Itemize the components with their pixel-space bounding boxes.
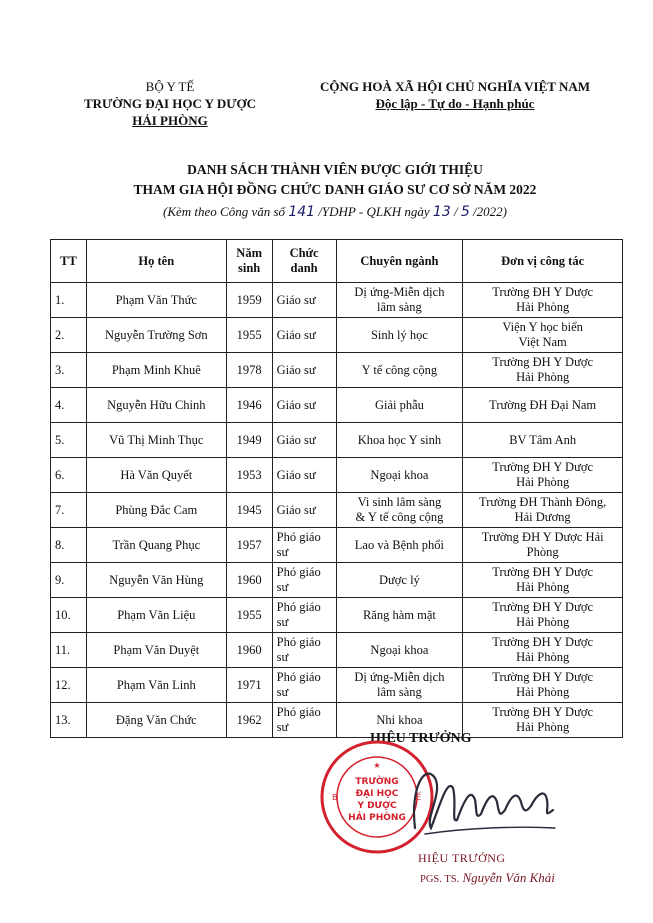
workplace-line1: Trường ĐH Y Dược	[492, 355, 594, 369]
national-motto: Độc lập - Tự do - Hạnh phúc	[375, 96, 535, 111]
birth-year-line1: 1957	[236, 537, 262, 552]
specialty-line2: lâm sàng	[377, 300, 422, 314]
member-name-line1: Đặng Văn Chức	[115, 712, 197, 727]
handwritten-signature	[395, 748, 575, 848]
workplace	[463, 353, 623, 388]
birth-year-line1: 1962	[236, 712, 262, 727]
workplace	[463, 668, 623, 703]
birth-year-line1: 1960	[236, 642, 262, 657]
reference-month: 5	[460, 204, 470, 220]
specialty-line1: Dị ứng-Miễn dịch	[354, 670, 445, 684]
svg-text:ĐẠI HỌC: ĐẠI HỌC	[355, 789, 399, 799]
member-name	[86, 423, 226, 458]
row-number-line1: 10.	[55, 607, 71, 622]
member-name	[86, 703, 226, 738]
reference-number: 141	[288, 204, 316, 220]
workplace-line2: Hải Phòng	[516, 475, 570, 489]
row-number-line1: 1.	[55, 292, 65, 307]
row-number	[51, 528, 87, 563]
academic-title	[272, 353, 336, 388]
workplace	[463, 703, 623, 738]
row-number-line1: 4.	[55, 397, 65, 412]
workplace-line2: Hải Phòng	[516, 300, 570, 314]
specialty	[336, 633, 463, 668]
member-name	[86, 458, 226, 493]
specialty-line2: lâm sàng	[377, 685, 422, 699]
birth-year-line1: 1946	[236, 397, 262, 412]
academic-title	[272, 528, 336, 563]
header-unit: Đơn vị công tác	[463, 240, 623, 283]
table-row	[51, 563, 623, 598]
workplace-line2: Hải Dương	[514, 510, 571, 524]
row-number-line1: 13.	[55, 712, 71, 727]
academic-title	[272, 283, 336, 318]
workplace-line2: Phòng	[526, 545, 559, 559]
table-row	[51, 703, 623, 738]
academic-title	[272, 703, 336, 738]
signer-name: Nguyễn Văn Khải	[462, 870, 555, 885]
university-city: HẢI PHÒNG	[132, 113, 208, 128]
birth-year-line1: 1960	[236, 572, 262, 587]
academic-title	[272, 563, 336, 598]
workplace-line2: Hải Phòng	[516, 685, 570, 699]
workplace-line1: Trường ĐH Đại Nam	[489, 397, 597, 412]
row-number	[51, 598, 87, 633]
member-name	[86, 633, 226, 668]
row-number	[51, 458, 87, 493]
workplace-line2: Hải Phòng	[516, 720, 570, 734]
workplace-line2: Việt Nam	[518, 335, 567, 349]
specialty	[336, 668, 463, 703]
member-name	[86, 563, 226, 598]
specialty-line1: Dược lý	[379, 572, 420, 587]
national-header	[300, 78, 610, 112]
reference-suffix: /2022)	[469, 204, 507, 219]
reference-day: 13	[432, 204, 451, 220]
workplace	[463, 458, 623, 493]
reference-separator: /	[450, 204, 461, 219]
workplace-line1: Trường ĐH Y Dược Hải	[481, 530, 604, 544]
table-row	[51, 458, 623, 493]
academic-title	[272, 493, 336, 528]
svg-text:★: ★	[373, 761, 381, 770]
header-title	[272, 240, 336, 283]
table-row	[51, 598, 623, 633]
ministry-name: BỘ Y TẾ	[145, 79, 195, 94]
academic-title-line1: Phó giáo sư	[276, 670, 321, 699]
svg-text:HẢI PHÒNG: HẢI PHÒNG	[348, 813, 406, 823]
header-title-line1: Chức	[289, 246, 319, 260]
member-name-line1: Phạm Văn Liệu	[117, 607, 196, 622]
svg-text:Y DƯỢC: Y DƯỢC	[357, 801, 397, 811]
svg-text:B: B	[332, 793, 338, 802]
academic-title-line1: Phó giáo sư	[276, 635, 321, 664]
specialty-line1: Răng hàm mặt	[362, 607, 436, 622]
row-number	[51, 283, 87, 318]
table-row	[51, 633, 623, 668]
birth-year	[226, 283, 272, 318]
specialty	[336, 388, 463, 423]
reference-middle: /YDHP - QLKH ngày	[315, 204, 433, 219]
birth-year	[226, 598, 272, 633]
table-row	[51, 493, 623, 528]
svg-text:TRƯỜNG: TRƯỜNG	[355, 777, 399, 787]
workplace	[463, 423, 623, 458]
birth-year	[226, 423, 272, 458]
member-name-line1: Phạm Văn Duyệt	[113, 642, 200, 657]
title-line-1: DANH SÁCH THÀNH VIÊN ĐƯỢC GIỚI THIỆU	[187, 162, 483, 177]
header-major: Chuyên ngành	[336, 240, 463, 283]
workplace-line1: Trường ĐH Y Dược	[492, 600, 594, 614]
academic-title	[272, 318, 336, 353]
row-number-line1: 9.	[55, 572, 65, 587]
header-title-line2: danh	[290, 261, 318, 275]
workplace-line1: BV Tâm Anh	[509, 432, 577, 447]
workplace-line1: Trường ĐH Thành Đông,	[479, 495, 607, 509]
row-number-line1: 3.	[55, 362, 65, 377]
row-number-line1: 2.	[55, 327, 65, 342]
birth-year	[226, 318, 272, 353]
member-name	[86, 493, 226, 528]
workplace	[463, 528, 623, 563]
academic-title-line1: Giáo sư	[276, 502, 316, 517]
academic-title-line1: Phó giáo sư	[276, 565, 321, 594]
signer-title: HIỆU TRƯỞNG	[418, 851, 506, 865]
birth-year	[226, 563, 272, 598]
academic-title-line1: Giáo sư	[276, 467, 316, 482]
header-birth-year-line2: sinh	[238, 261, 261, 275]
member-name	[86, 388, 226, 423]
birth-year-line1: 1955	[236, 327, 262, 342]
academic-title-line1: Giáo sư	[276, 362, 316, 377]
title-line-2: THAM GIA HỘI ĐỒNG CHỨC DANH GIÁO SƯ CƠ SỞ NĂM 2022	[133, 182, 537, 197]
academic-title	[272, 598, 336, 633]
workplace-line2: Hải Phòng	[516, 650, 570, 664]
row-number-line1: 11.	[55, 642, 71, 657]
member-name-line1: Phạm Văn Thức	[115, 292, 197, 307]
specialty	[336, 318, 463, 353]
row-number	[51, 353, 87, 388]
row-number-line1: 6.	[55, 467, 65, 482]
birth-year-line1: 1953	[236, 467, 262, 482]
workplace	[463, 493, 623, 528]
specialty-line1: Y tế công cộng	[361, 362, 438, 377]
member-name-line1: Trần Quang Phục	[112, 537, 201, 552]
birth-year	[226, 493, 272, 528]
workplace-line1: Trường ĐH Y Dược	[492, 460, 594, 474]
row-number	[51, 668, 87, 703]
birth-year-line1: 1978	[236, 362, 262, 377]
document-reference	[40, 204, 630, 220]
member-name-line1: Phạm Minh Khuê	[111, 362, 201, 377]
member-name	[86, 598, 226, 633]
header-birth-year-line1: Năm	[236, 246, 262, 260]
academic-title-line1: Giáo sư	[276, 397, 316, 412]
specialty-line1: Ngoại khoa	[370, 467, 429, 482]
workplace-line1: Trường ĐH Y Dược	[492, 285, 594, 299]
birth-year	[226, 703, 272, 738]
specialty-line2: & Y tế công cộng	[355, 510, 444, 524]
birth-year-line1: 1959	[236, 292, 262, 307]
academic-title	[272, 668, 336, 703]
birth-year	[226, 388, 272, 423]
university-name: TRƯỜNG ĐẠI HỌC Y DƯỢC	[83, 96, 257, 111]
signer-name-line	[420, 870, 555, 886]
academic-title-line1: Phó giáo sư	[276, 705, 321, 734]
signer-degree: PGS. TS.	[420, 874, 460, 885]
specialty-line1: Lao và Bệnh phổi	[354, 537, 445, 552]
specialty	[336, 458, 463, 493]
specialty-line1: Nhi khoa	[376, 712, 423, 727]
member-name-line1: Phùng Đắc Cam	[115, 502, 198, 517]
document-title	[40, 160, 630, 200]
signer-heading: HIỆU TRƯỞNG	[370, 731, 472, 746]
reference-prefix: (Kèm theo Công văn số	[163, 204, 289, 219]
svg-text:Ế: Ế	[416, 793, 422, 802]
header-name: Họ tên	[86, 240, 226, 283]
table-row	[51, 528, 623, 563]
row-number	[51, 388, 87, 423]
birth-year-line1: 1971	[236, 677, 262, 692]
workplace-line2: Hải Phòng	[516, 370, 570, 384]
academic-title-line1: Phó giáo sư	[276, 600, 321, 629]
row-number-line1: 12.	[55, 677, 71, 692]
member-table	[50, 239, 623, 738]
academic-title-line1: Giáo sư	[276, 327, 316, 342]
workplace-line1: Trường ĐH Y Dược	[492, 670, 594, 684]
workplace-line1: Trường ĐH Y Dược	[492, 565, 594, 579]
row-number	[51, 493, 87, 528]
specialty-line1: Khoa học Y sinh	[357, 432, 442, 447]
member-name-line1: Nguyễn Văn Hùng	[109, 572, 204, 587]
table-header-row	[51, 240, 623, 283]
specialty	[336, 598, 463, 633]
academic-title	[272, 388, 336, 423]
specialty	[336, 423, 463, 458]
specialty	[336, 283, 463, 318]
row-number-line1: 8.	[55, 537, 65, 552]
row-number	[51, 423, 87, 458]
row-number	[51, 318, 87, 353]
specialty	[336, 493, 463, 528]
birth-year	[226, 633, 272, 668]
birth-year	[226, 668, 272, 703]
birth-year	[226, 458, 272, 493]
specialty	[336, 563, 463, 598]
member-name	[86, 283, 226, 318]
table-row	[51, 283, 623, 318]
workplace	[463, 283, 623, 318]
member-name-line1: Vũ Thị Minh Thục	[109, 432, 204, 447]
birth-year-line1: 1945	[236, 502, 262, 517]
birth-year	[226, 528, 272, 563]
workplace	[463, 318, 623, 353]
member-name	[86, 318, 226, 353]
specialty-line1: Dị ứng-Miễn dịch	[354, 285, 445, 299]
specialty-line1: Ngoại khoa	[370, 642, 429, 657]
specialty-line1: Vi sinh lâm sàng	[357, 495, 442, 509]
member-name	[86, 668, 226, 703]
workplace-line1: Trường ĐH Y Dược	[492, 705, 594, 719]
member-name-line1: Phạm Văn Linh	[116, 677, 196, 692]
workplace-line1: Viện Y học biển	[502, 320, 583, 334]
academic-title-line1: Giáo sư	[276, 292, 316, 307]
workplace	[463, 633, 623, 668]
workplace-line1: Trường ĐH Y Dược	[492, 635, 594, 649]
workplace	[463, 388, 623, 423]
header-tt: TT	[51, 240, 87, 283]
country-name: CỘNG HOÀ XÃ HỘI CHỦ NGHĨA VIỆT NAM	[319, 79, 591, 94]
row-number-line1: 5.	[55, 432, 65, 447]
birth-year	[226, 353, 272, 388]
table-row	[51, 668, 623, 703]
birth-year-line1: 1955	[236, 607, 262, 622]
row-number	[51, 563, 87, 598]
workplace-line2: Hải Phòng	[516, 580, 570, 594]
row-number	[51, 703, 87, 738]
table-row	[51, 388, 623, 423]
table-row	[51, 423, 623, 458]
academic-title	[272, 458, 336, 493]
academic-title	[272, 423, 336, 458]
birth-year-line1: 1949	[236, 432, 262, 447]
row-number	[51, 633, 87, 668]
academic-title	[272, 633, 336, 668]
member-name-line1: Nguyễn Hữu Chỉnh	[107, 397, 206, 412]
table-row	[51, 318, 623, 353]
workplace	[463, 598, 623, 633]
workplace	[463, 563, 623, 598]
specialty-line1: Sinh lý học	[370, 327, 428, 342]
member-name	[86, 353, 226, 388]
issuer-block	[70, 78, 270, 129]
row-number-line1: 7.	[55, 502, 65, 517]
member-name	[86, 528, 226, 563]
academic-title-line1: Giáo sư	[276, 432, 316, 447]
specialty	[336, 353, 463, 388]
member-name-line1: Hà Văn Quyết	[120, 467, 193, 482]
table-row	[51, 353, 623, 388]
specialty	[336, 528, 463, 563]
header-birth-year	[226, 240, 272, 283]
workplace-line2: Hải Phòng	[516, 615, 570, 629]
specialty-line1: Giải phẫu	[374, 397, 424, 412]
academic-title-line1: Phó giáo sư	[276, 530, 321, 559]
member-name-line1: Nguyễn Trường Sơn	[104, 327, 208, 342]
